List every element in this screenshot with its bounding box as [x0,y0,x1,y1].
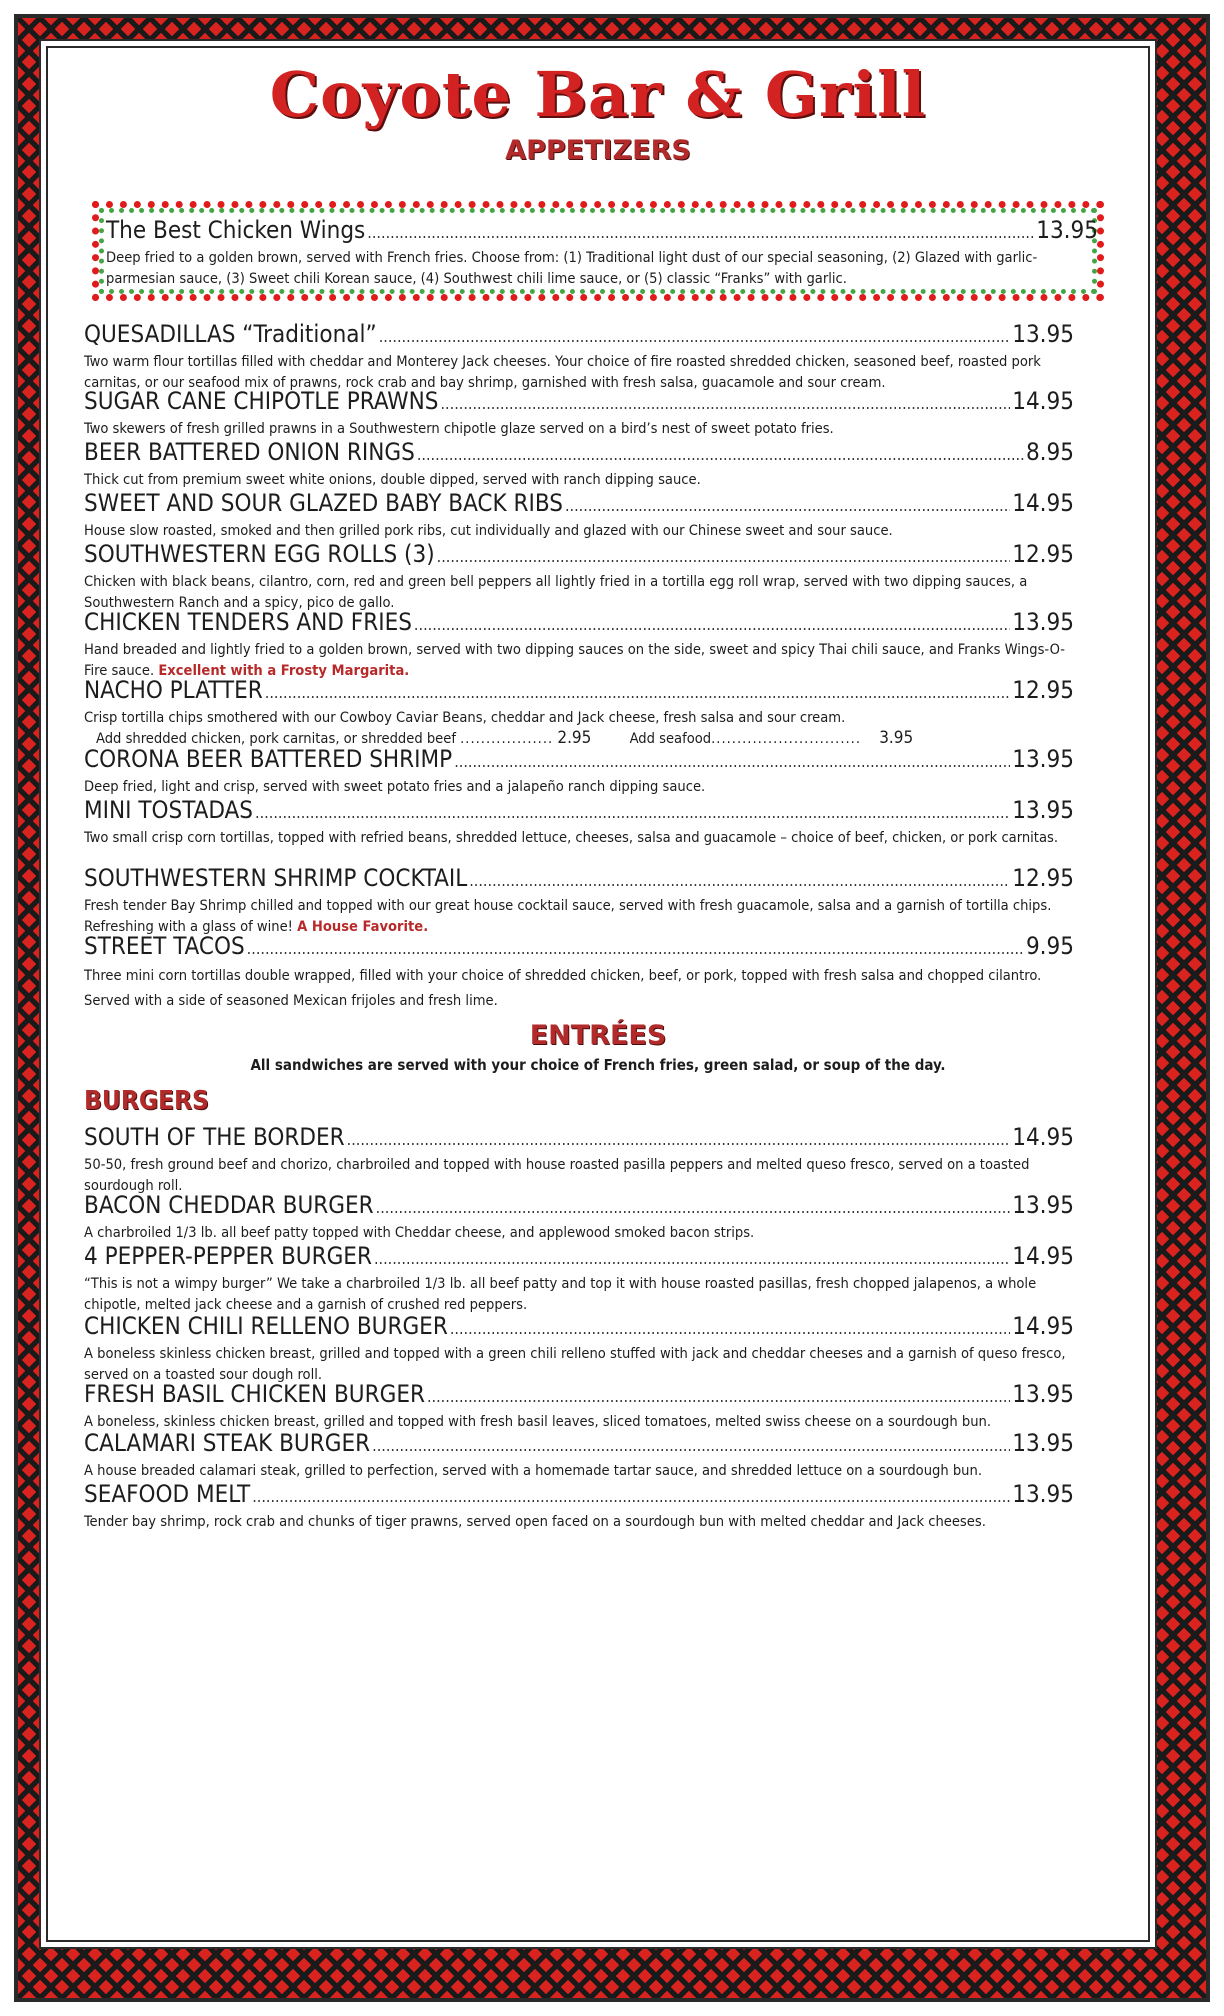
menu-item [84,1312,1074,1385]
description-text: Hand breaded and lightly fried to a golden brown, served with two dipping sauces on the side, sweet and spicy Thai chili sauce, and Franks Wings-O-Fire sauce. [84,641,1066,679]
item-description: Thick cut from premium sweet white onions, double dipped, served with ranch dipping sauce. [84,471,701,488]
item-description: House slow roasted, smoked and then grilled pork ribs, cut individually and glazed with our Chinese sweet and sour sauce. [84,522,893,539]
leader-dots [417,441,1024,469]
item-price: 8.95 [1025,438,1074,466]
addon-price: 3.95 [879,728,914,748]
menu-item [84,1429,1074,1481]
item-price: 14.95 [1012,489,1074,517]
appetizers-heading: APPETIZERS [505,135,691,166]
item-description: Deep fried to a golden brown, served with French fries. Choose from: (1) Traditional light dust of our special seasoning, (2) Glazed with garlic-parmesian sauce, (3) Sweet chili Korean sauce, (4) Southwest chili lime sauce, or (5) classic “Franks” with garlic. [106,249,1038,287]
item-description: A charbroiled 1/3 lb. all beef patty topped with Cheddar cheese, and applewood smoked bacon strips. [84,1224,755,1241]
item-name: CALAMARI STEAK BURGER [84,1429,371,1457]
item-name: CORONA BEER BATTERED SHRIMP [84,745,453,773]
item-name: MINI TOSTADAS [84,796,254,824]
item-price: 12.95 [1012,864,1074,892]
item-price: 13.95 [1012,608,1074,636]
menu-item [84,1191,1074,1243]
menu-item [84,796,1074,848]
item-name: SUGAR CANE CHIPOTLE PRAWNS [84,387,439,415]
menu-item [84,320,1074,393]
burgers-heading: BURGERS [84,1086,209,1116]
leader-dots [379,323,1011,351]
entrees-note: All sandwiches are served with your choice of French fries, green salad, or soup of the day. [250,1056,946,1074]
item-price: 13.95 [1012,1191,1074,1219]
menu-item [84,1480,1074,1532]
item-name: CHICKEN CHILI RELLENO BURGER [84,1312,448,1340]
leader-dots [437,543,1011,571]
item-name: SEAFOOD MELT [84,1480,251,1508]
item-description: A boneless skinless chicken breast, grilled and topped with a green chili relleno stuffed with jack and cheddar cheeses and a garnish of queso fresco, served on a toasted sour dough roll. [84,1345,1066,1383]
menu-item [84,864,1074,937]
item-price: 13.95 [1012,1480,1074,1508]
item-name: BACON CHEDDAR BURGER [84,1191,374,1219]
item-price: 13.95 [1012,320,1074,348]
item-description [84,895,1074,937]
item-price: 12.95 [1012,540,1074,568]
item-description [84,639,1074,681]
addon-price: 2.95 [557,728,592,748]
item-name: FRESH BASIL CHICKEN BURGER [84,1380,425,1408]
item-price: 13.95 [1012,1429,1074,1457]
menu-item [84,438,1074,490]
menu-item [84,1380,1074,1432]
leader-dots [252,1483,1010,1511]
leader-dots: .................. [460,730,554,747]
item-name: NACHO PLATTER [84,676,263,704]
menu-page [46,46,1150,1942]
item-name: SOUTHWESTERN SHRIMP COCKTAIL [84,864,468,892]
leader-dots [469,867,1010,895]
menu-item [84,1123,1074,1196]
item-name: STREET TACOS [84,932,245,960]
description-text: Fresh tender Bay Shrimp chilled and topped with our great house cocktail sauce, served with fresh guacamole, salsa and a garnish of tortilla chips. Refreshing with a glass of wine! [84,897,1052,935]
item-description: 50-50, fresh ground beef and chorizo, charbroiled and topped with house roasted pasilla peppers and melted queso fresco, served on a toasted sourdough roll. [84,1156,1030,1194]
restaurant-title: Coyote Bar & Grill [269,58,927,131]
leader-dots [376,1194,1011,1222]
item-name: 4 PEPPER-PEPPER BURGER [84,1242,372,1270]
addon-label: Add seafood [629,730,712,747]
item-name: The Best Chicken Wings [106,216,366,244]
leader-dots [374,1245,1010,1273]
menu-item [84,932,1074,1013]
addon-label: Add shredded chicken, pork carnitas, or shredded beef [96,730,456,747]
item-description: Three mini corn tortillas double wrapped, filled with your choice of shredded chicken, beef, or pork, topped with fresh salsa and chopped cilantro. Served with a side of seasoned Mexican frijoles and fresh lime. [84,967,1042,1009]
leader-dots [454,748,1010,776]
leader-dots [414,611,1010,639]
item-price: 14.95 [1012,1242,1074,1270]
menu-item [84,608,1074,681]
item-description: Two skewers of fresh grilled prawns in a Southwestern chipotle glaze served on a bird’s nest of sweet potato fries. [84,420,834,437]
item-price: 9.95 [1025,932,1074,960]
leader-dots: ............................. [711,730,862,747]
menu-item [84,540,1074,613]
item-description: Crisp tortilla chips smothered with our Cowboy Caviar Beans, cheddar and Jack cheese, fresh salsa and sour cream. [84,709,846,726]
item-description: Two warm flour tortillas filled with cheddar and Monterey Jack cheeses. Your choice of fire roasted shredded chicken, seasoned beef, roasted pork carnitas, or our seafood mix of prawns, rock crab and bay shrimp, garnished with fresh salsa, guacamole and sour cream. [84,353,1041,391]
highlight-note: Excellent with a Frosty Margarita. [158,662,410,679]
leader-dots [367,219,1034,247]
item-price: 14.95 [1012,1123,1074,1151]
leader-dots [255,799,1010,827]
item-description: A boneless, skinless chicken breast, grilled and topped with fresh basil leaves, sliced tomatoes, melted swiss cheese on a sourdough bun. [84,1413,992,1430]
item-description: Chicken with black beans, cilantro, corn, red and green bell peppers all lightly fried in a tortilla egg roll wrap, served with two dipping sauces, a Southwestern Ranch and a spicy, pico de gallo. [84,573,1028,611]
item-description: Tender bay shrimp, rock crab and chunks of tiger prawns, served open faced on a sourdough bun with melted cheddar and Jack cheeses. [84,1513,986,1530]
entrees-heading: ENTRÉES [529,1020,667,1051]
item-price: 14.95 [1012,387,1074,415]
leader-dots [247,935,1024,963]
leader-dots [372,1432,1010,1460]
item-description: A house breaded calamari steak, grilled to perfection, served with a homemade tartar sauce, and shredded lettuce on a sourdough bun. [84,1462,982,1479]
leader-dots [565,492,1010,520]
item-description: “This is not a wimpy burger” We take a charbroiled 1/3 lb. all beef patty and top it with house roasted pasillas, fresh chopped jalapenos, a whole chipotle, melted jack cheese and a garnish of crushed red peppers. [84,1275,1037,1313]
item-name: SOUTH OF THE BORDER [84,1123,345,1151]
leader-dots [347,1126,1011,1154]
item-name: SWEET AND SOUR GLAZED BABY BACK RIBS [84,489,563,517]
leader-dots [440,390,1010,418]
menu-item [84,745,1074,797]
leader-dots [450,1315,1010,1343]
item-name: BEER BATTERED ONION RINGS [84,438,415,466]
menu-item-featured [106,216,1098,289]
highlight-note: A House Favorite. [297,918,429,935]
item-price: 13.95 [1036,216,1098,244]
menu-item [84,676,1074,749]
item-price: 13.95 [1012,796,1074,824]
item-price: 13.95 [1012,745,1074,773]
menu-item [84,489,1074,541]
menu-item [84,387,1074,439]
item-name: SOUTHWESTERN EGG ROLLS (3) [84,540,435,568]
item-name: QUESADILLAS “Traditional” [84,320,377,348]
item-price: 13.95 [1012,1380,1074,1408]
leader-dots [265,679,1010,707]
item-price: 14.95 [1012,1312,1074,1340]
menu-item [84,1242,1074,1315]
leader-dots [427,1383,1010,1411]
item-name: CHICKEN TENDERS AND FRIES [84,608,412,636]
item-price: 12.95 [1012,676,1074,704]
item-description: Deep fried, light and crisp, served with sweet potato fries and a jalapeño ranch dipping sauce. [84,778,706,795]
item-description: Two small crisp corn tortillas, topped with refried beans, shredded lettuce, cheeses, salsa and guacamole – choice of beef, chicken, or pork carnitas. [84,829,1059,846]
